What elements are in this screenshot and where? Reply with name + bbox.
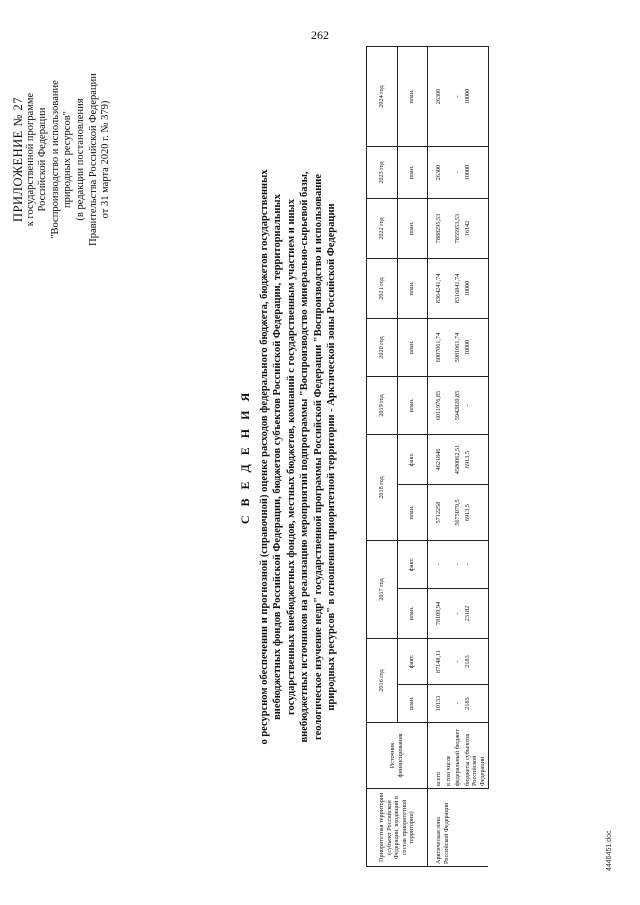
value-cell: 2183	[463, 639, 488, 685]
annex-block	[12, 42, 113, 277]
header-year: 2021 год	[367, 259, 398, 319]
value-cell	[444, 639, 454, 685]
header-sub: план.	[397, 319, 428, 377]
value-cell: -	[453, 541, 463, 589]
header-sub: факт.	[397, 639, 428, 685]
page-number: 262	[311, 28, 329, 42]
value-cell: 5942820,85	[453, 377, 463, 435]
resource-table	[366, 46, 489, 867]
value-cell: 6913,5	[463, 435, 488, 485]
heading-line: внебюджетных источников на реализацию мероприятий подпрограммы "Воспроизводство минерально-сырьевой базы,	[299, 171, 311, 743]
value-cell	[444, 377, 454, 435]
value-cell: 10000	[463, 259, 488, 319]
value-cell: -	[453, 589, 463, 639]
header-year: 2020 год	[367, 319, 398, 377]
header-sub: факт.	[397, 541, 428, 589]
value-cell	[444, 589, 454, 639]
value-cell: 6007061,74	[428, 319, 444, 377]
heading-line: природных ресурсов" в отношении приоритетной территории - Арктической зоны Российской Федерации	[326, 203, 338, 711]
territory-cell: Арктическая зона Российской Федерации	[428, 789, 489, 867]
heading-line: государственных внебюджетных фондов, местных бюджетов, компаний с государственным участием и иных	[285, 199, 297, 716]
table-row	[463, 47, 488, 867]
rotated-page-content	[0, 37, 640, 877]
table-row	[444, 47, 454, 867]
annex-line: (в редакции постановления	[74, 98, 86, 221]
value-cell	[444, 485, 454, 541]
header-sub: план.	[397, 589, 428, 639]
header-source: Источник финансирования	[367, 723, 428, 789]
document-title: С В Е Д Е Н И Я	[238, 389, 252, 525]
header-year: 2017 год	[367, 541, 398, 639]
source-cell: бюджеты субъектов Российской Федерации	[463, 723, 488, 789]
source-cell: в том числе	[444, 723, 454, 789]
value-cell: 7888295,53	[428, 199, 444, 259]
value-cell: 10133	[428, 685, 444, 723]
value-cell: 78109,94	[428, 589, 444, 639]
annex-line: к государственной программе	[24, 92, 36, 227]
value-cell: -	[453, 685, 463, 723]
header-sub: план.	[397, 685, 428, 723]
value-cell: 87148,11	[428, 639, 444, 685]
value-cell: -	[453, 47, 463, 147]
value-cell: 10000	[463, 319, 488, 377]
value-cell: 2183	[463, 685, 488, 723]
value-cell: 5712258	[428, 485, 444, 541]
value-cell: 6011976,85	[428, 377, 444, 435]
value-cell: -	[453, 147, 463, 199]
value-cell	[444, 199, 454, 259]
value-cell: 6913,5	[463, 485, 488, 541]
value-cell: -	[453, 639, 463, 685]
value-cell: -	[428, 541, 444, 589]
header-year: 2022 год	[367, 199, 398, 259]
annex-line: от 31 марта 2020 г. № 379)	[100, 100, 112, 219]
header-territory: Приоритетная территория (субъект Российской Федерации, входящий в состав приоритетной территории)	[367, 789, 428, 867]
document-heading	[258, 37, 338, 877]
value-cell	[444, 259, 454, 319]
header-sub: факт.	[397, 435, 428, 485]
annex-line: "Воспроизводство и использование	[49, 80, 61, 239]
value-cell: 5675079,5	[453, 485, 463, 541]
value-cell: -	[463, 541, 488, 589]
header-sub: план.	[397, 147, 428, 199]
source-cell: федеральный бюджет	[453, 723, 463, 789]
value-cell: 10000	[463, 47, 488, 147]
value-cell: 8364241,74	[428, 259, 444, 319]
table-row	[453, 47, 463, 867]
value-cell	[444, 435, 454, 485]
annex-line: природных ресурсов"	[62, 111, 74, 208]
value-cell: 10000	[463, 147, 488, 199]
header-sub: план.	[397, 485, 428, 541]
value-cell: 4621846	[428, 435, 444, 485]
header-sub: план.	[397, 377, 428, 435]
heading-line: геологическое изучение недр" государственной программы Российской Федерации "Воспроизводство и использование	[312, 174, 324, 741]
value-cell	[444, 147, 454, 199]
header-year: 2019 год	[367, 377, 398, 435]
value-cell	[444, 319, 454, 377]
value-cell: 8316841,74	[453, 259, 463, 319]
value-cell	[444, 541, 454, 589]
file-name: 4446451.doc	[606, 830, 613, 871]
value-cell: 16142	[463, 199, 488, 259]
value-cell: 5981061,74	[453, 319, 463, 377]
header-year: 2016 год	[367, 639, 398, 723]
header-sub: план.	[397, 199, 428, 259]
header-year: 2024 год	[367, 47, 398, 147]
heading-line: о ресурсном обеспечении и прогнозной (справочной) оценке расходов федерального бюджета, бюджетов государственных	[259, 169, 270, 745]
value-cell: 4580062,51	[453, 435, 463, 485]
value-cell	[444, 47, 454, 147]
value-cell	[444, 685, 454, 723]
header-year: 2023 год	[367, 147, 398, 199]
header-year: 2018 год	[367, 435, 398, 541]
header-sub: план.	[397, 259, 428, 319]
value-cell: 7855953,53	[453, 199, 463, 259]
value-cell: 23182	[463, 589, 488, 639]
source-cell: всего	[428, 723, 444, 789]
annex-title: ПРИЛОЖЕНИЕ № 27	[11, 97, 25, 222]
value-cell: 26300	[428, 47, 444, 147]
header-sub: план.	[397, 47, 428, 147]
value-cell: 26300	[428, 147, 444, 199]
annex-line: Правительства Российской Федерации	[87, 73, 99, 246]
heading-line: внебюджетных фондов Российской Федерации, бюджетов субъектов Российской Федерации, территориальных	[272, 194, 284, 720]
value-cell: -	[463, 377, 488, 435]
table-row	[428, 47, 444, 867]
annex-line: Российской Федерации	[37, 107, 49, 212]
